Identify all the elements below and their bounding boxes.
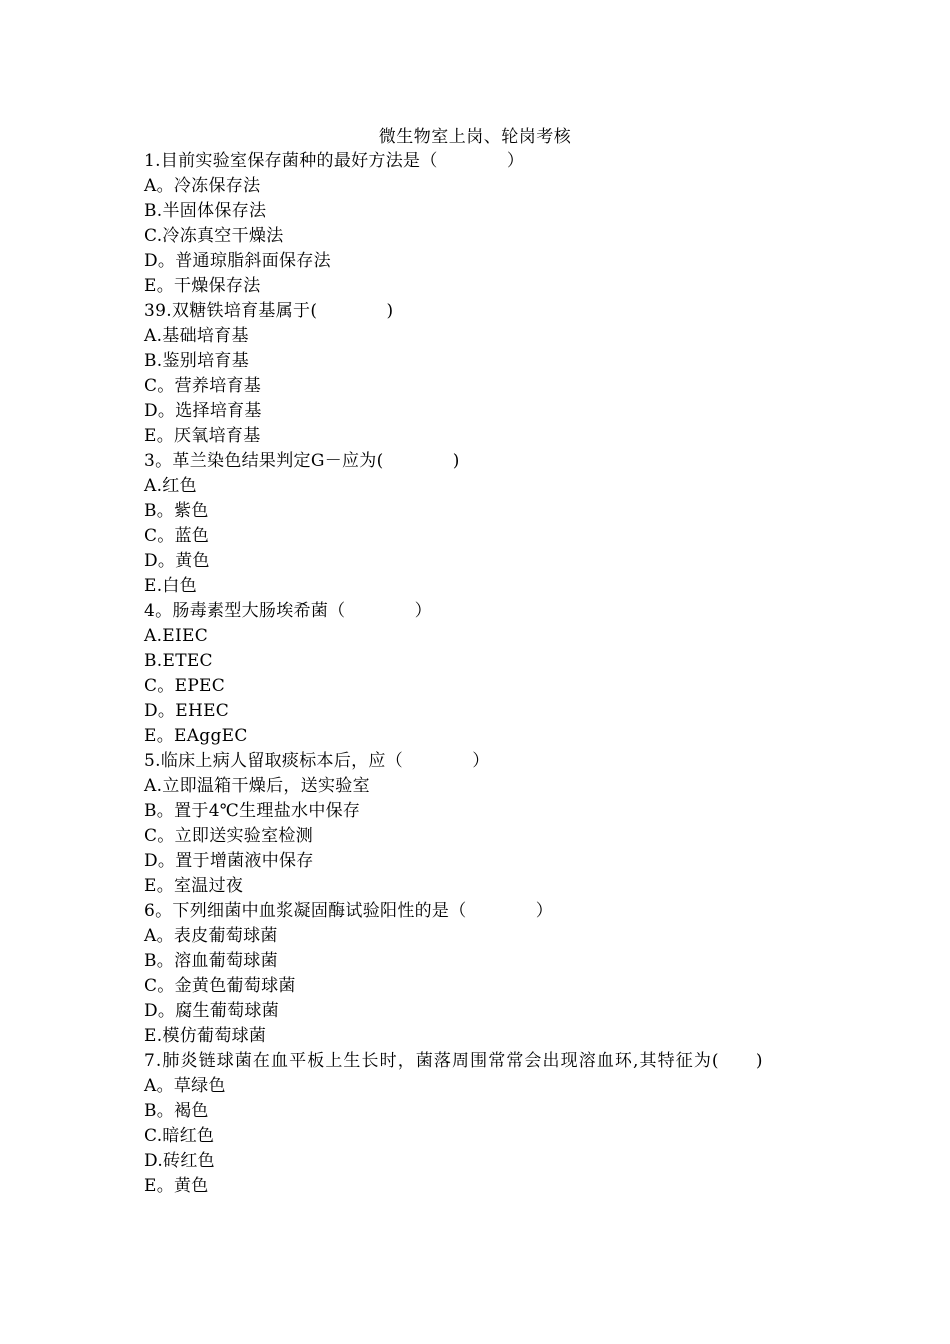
option-b: B。溶血葡萄球菌 xyxy=(144,951,278,971)
option-a: A。表皮葡萄球菌 xyxy=(144,926,278,946)
question-stem: 7.肺炎链球菌在血平板上生长时，菌落周围常常会出现溶血环,其特征为( ) xyxy=(144,1051,764,1071)
option-c: C。金黄色葡萄球菌 xyxy=(144,976,296,996)
option-e: E.白色 xyxy=(144,576,198,596)
option-e: E。EAggEC xyxy=(144,726,248,746)
option-c: C。EPEC xyxy=(144,676,226,696)
question-1 xyxy=(144,149,814,299)
option-d: D。黄色 xyxy=(144,551,210,571)
option-a: A.基础培育基 xyxy=(144,326,249,346)
option-d: D。腐生葡萄球菌 xyxy=(144,1001,280,1021)
option-e: E.模仿葡萄球菌 xyxy=(144,1026,267,1046)
option-c: C。立即送实验室检测 xyxy=(144,826,314,846)
option-a: A.立即温箱干燥后，送实验室 xyxy=(144,776,370,796)
option-b: B。置于4℃生理盐水中保存 xyxy=(144,801,361,821)
question-7 xyxy=(144,1049,814,1199)
question-2 xyxy=(144,299,814,449)
question-stem: 1.目前实验室保存菌种的最好方法是（ ） xyxy=(144,151,525,171)
option-e: E。厌氧培育基 xyxy=(144,426,261,446)
option-d: D。普通琼脂斜面保存法 xyxy=(144,251,331,271)
option-c: C。蓝色 xyxy=(144,526,210,546)
option-e: E。干燥保存法 xyxy=(144,276,261,296)
option-e: E。室温过夜 xyxy=(144,876,244,896)
option-d: D.砖红色 xyxy=(144,1151,215,1171)
option-c: C.冷冻真空干燥法 xyxy=(144,226,284,246)
question-6 xyxy=(144,899,814,1049)
option-c: C.暗红色 xyxy=(144,1126,215,1146)
option-d: D。置于增菌液中保存 xyxy=(144,851,314,871)
option-b: B.ETEC xyxy=(144,651,213,671)
option-a: A。冷冻保存法 xyxy=(144,176,261,196)
question-stem: 39.双糖铁培育基属于( ) xyxy=(144,301,394,321)
question-stem: 4。肠毒素型大肠埃希菌（ ） xyxy=(144,601,432,621)
option-d: D。选择培育基 xyxy=(144,401,262,421)
document-title: 微生物室上岗、轮岗考核 xyxy=(378,127,572,147)
option-a: A.EIEC xyxy=(144,626,209,646)
option-b: B。紫色 xyxy=(144,501,209,521)
question-list xyxy=(144,149,814,1199)
question-3 xyxy=(144,449,814,599)
question-stem: 5.临床上病人留取痰标本后，应（ ） xyxy=(144,751,490,771)
option-b: B.鉴别培育基 xyxy=(144,351,249,371)
option-b: B。褐色 xyxy=(144,1101,209,1121)
question-4 xyxy=(144,599,814,749)
option-c: C。营养培育基 xyxy=(144,376,262,396)
option-d: D。EHEC xyxy=(144,701,230,721)
option-e: E。黄色 xyxy=(144,1176,209,1196)
option-a: A。草绿色 xyxy=(144,1076,226,1096)
question-5 xyxy=(144,749,814,899)
option-a: A.红色 xyxy=(144,476,197,496)
question-stem: 3。革兰染色结果判定G－应为( ) xyxy=(144,451,460,471)
question-stem: 6。下列细菌中血浆凝固酶试验阳性的是（ ） xyxy=(144,901,554,921)
option-b: B.半固体保存法 xyxy=(144,201,267,221)
